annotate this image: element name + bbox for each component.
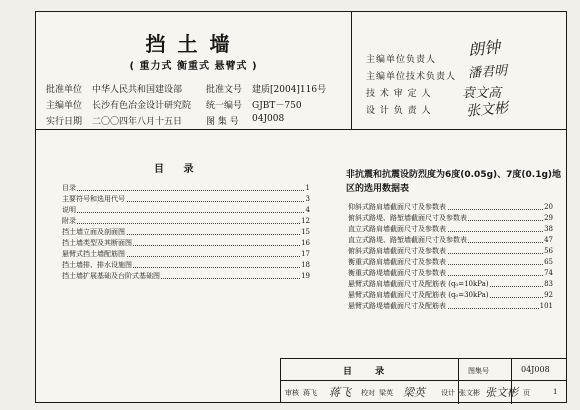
toc-row <box>62 227 310 238</box>
toc-row <box>348 224 553 235</box>
toc-entry-title: 俯斜式路堤、路堑墙截面尺寸及参数表 <box>348 214 467 222</box>
effective-date-value: 二〇〇四年八月十五日 <box>92 117 183 127</box>
approval-unit-label: 批准单位 <box>46 85 83 95</box>
selection-tables-list <box>348 202 553 312</box>
toc-row <box>62 216 310 227</box>
toc-list <box>62 183 310 282</box>
dot-leader <box>62 223 310 224</box>
atlas-number-value: 04J008 <box>252 114 285 124</box>
header-divider <box>351 12 352 130</box>
toc-entry-page: 15 <box>301 228 310 236</box>
toc-entry-title: 直立式路堤、路堑墙截面尺寸及参数表 <box>348 236 467 244</box>
editor-unit-value: 长沙有色冶金设计研究院 <box>92 101 192 111</box>
toc-entry-page: 4 <box>305 206 310 214</box>
atlas-value: 04J008 <box>521 365 550 374</box>
title-block <box>280 358 567 403</box>
toc-row <box>62 238 310 249</box>
toc-row <box>348 257 553 268</box>
toc-entry-title: 挡土墙立面及剖面图 <box>62 228 125 236</box>
toc-entry-title: 挡土墙类型及其断面图 <box>62 239 132 247</box>
design-label: 设计 <box>441 389 455 397</box>
toc-entry-page: 29 <box>544 214 553 222</box>
page-value: 1 <box>553 388 558 396</box>
page-subtitle: ( 重力式 衡重式 悬臂式 ) <box>129 61 258 72</box>
atlas-label: 图集号 <box>468 367 489 375</box>
header-block <box>36 12 566 130</box>
check-signature: 梁英 <box>403 386 425 399</box>
toc-row <box>348 279 553 290</box>
toc-entry-title: 俯斜式路肩墙截面尺寸及参数表 <box>348 247 446 255</box>
editor-unit-label: 主编单位 <box>46 101 83 111</box>
dot-leader <box>62 190 310 191</box>
toc-entry-title: 悬臂式路肩墙截面尺寸及配筋表 (q₀=10kPa) <box>348 280 489 288</box>
approval-doc-value: 建质[2004]116号 <box>252 85 327 95</box>
check-name: 梁英 <box>379 389 393 397</box>
toc-entry-page: 3 <box>305 195 310 203</box>
toc-entry-page: 65 <box>544 258 553 266</box>
toc-title: 目 录 <box>154 164 202 175</box>
toc-entry-page: 12 <box>301 217 310 225</box>
design-name: 张文彬 <box>459 389 480 397</box>
toc-row <box>348 290 553 301</box>
dot-leader <box>62 212 310 213</box>
toc-row <box>62 271 310 282</box>
toc-entry-page: 101 <box>539 302 553 310</box>
role-technical-reviewer: 技 术 审 定 人 <box>366 89 432 99</box>
toc-row <box>62 260 310 271</box>
toc-row <box>348 235 553 246</box>
toc-row <box>62 183 310 194</box>
toc-entry-title: 目录 <box>62 184 76 192</box>
sheet-title: 目 录 <box>343 367 395 377</box>
toc-row <box>348 301 553 312</box>
check-label: 校对 <box>361 389 375 397</box>
signature-technical-reviewer: 袁文高 <box>462 86 502 101</box>
toc-row <box>62 249 310 260</box>
toc-entry-title: 说明 <box>62 206 76 214</box>
toc-entry-title: 衡重式路肩墙截面尺寸及参数表 <box>348 258 446 266</box>
toc-entry-page: 20 <box>544 203 553 211</box>
toc-row <box>348 246 553 257</box>
toc-row <box>348 213 553 224</box>
toc-entry-title: 挡土墙排、排水设施图 <box>62 261 132 269</box>
design-signature: 张文彬 <box>485 386 518 399</box>
signature-technical-lead: 潘君明 <box>467 63 508 82</box>
toc-entry-title: 悬臂式路肩墙截面尺寸及配筋表 (q₀=30kPa) <box>348 291 489 299</box>
toc-entry-title: 直立式路肩墙截面尺寸及参数表 <box>348 225 446 233</box>
toc-entry-page: 74 <box>544 269 553 277</box>
title-block-divider <box>281 380 567 381</box>
selection-tables-title: 非抗震和抗震设防烈度为6度(0.05g)、7度(0.1g)地区的选用数据表 <box>346 170 562 194</box>
signature-chief-editor: 朗钟 <box>467 37 502 60</box>
role-technical-lead: 主编单位技术负责人 <box>366 72 457 82</box>
toc-entry-title: 仰斜式路肩墙截面尺寸及参数表 <box>348 203 446 211</box>
role-design-lead: 设 计 负 责 人 <box>366 106 432 116</box>
page-label: 页 <box>523 389 530 397</box>
toc-row <box>348 202 553 213</box>
signature-design-lead: 张文彬 <box>465 100 509 120</box>
toc-row <box>62 194 310 205</box>
toc-entry-page: 47 <box>544 236 553 244</box>
toc-entry-page: 56 <box>544 247 553 255</box>
toc-entry-page: 16 <box>301 239 310 247</box>
toc-entry-page: 17 <box>301 250 310 258</box>
unified-number-value: GJBT－750 <box>252 101 302 111</box>
toc-entry-title: 悬臂式挡土墙配筋图 <box>62 250 125 258</box>
effective-date-label: 实行日期 <box>46 117 83 127</box>
toc-entry-page: 92 <box>544 291 553 299</box>
toc-entry-page: 19 <box>301 272 310 280</box>
approval-doc-label: 批准文号 <box>206 85 243 95</box>
toc-entry-title: 挡土墙扩展基础及台阶式基础图 <box>62 272 160 280</box>
toc-entry-page: 18 <box>301 261 310 269</box>
drawing-sheet <box>35 11 567 403</box>
approval-unit-value: 中华人民共和国建设部 <box>92 85 183 95</box>
review-signature: 蒋飞 <box>329 386 351 399</box>
toc-entry-title: 主要符号和选用代号 <box>62 195 125 203</box>
role-chief-editor: 主编单位负责人 <box>366 55 437 65</box>
page-title: 挡土墙 <box>145 32 242 56</box>
toc-entry-title: 衡重式路堤墙截面尺寸及参数表 <box>348 269 446 277</box>
toc-entry-page: 38 <box>544 225 553 233</box>
unified-number-label: 统一编号 <box>206 101 243 111</box>
review-name: 蒋飞 <box>303 389 317 397</box>
toc-row <box>348 268 553 279</box>
toc-entry-page: 1 <box>305 184 310 192</box>
toc-entry-page: 83 <box>544 280 553 288</box>
toc-entry-title: 附录 <box>62 217 76 225</box>
review-label: 审核 <box>285 389 299 397</box>
atlas-number-label: 图 集 号 <box>206 117 239 127</box>
toc-entry-title: 悬臂式路堤墙截面尺寸及配筋表 <box>348 302 446 310</box>
toc-row <box>62 205 310 216</box>
